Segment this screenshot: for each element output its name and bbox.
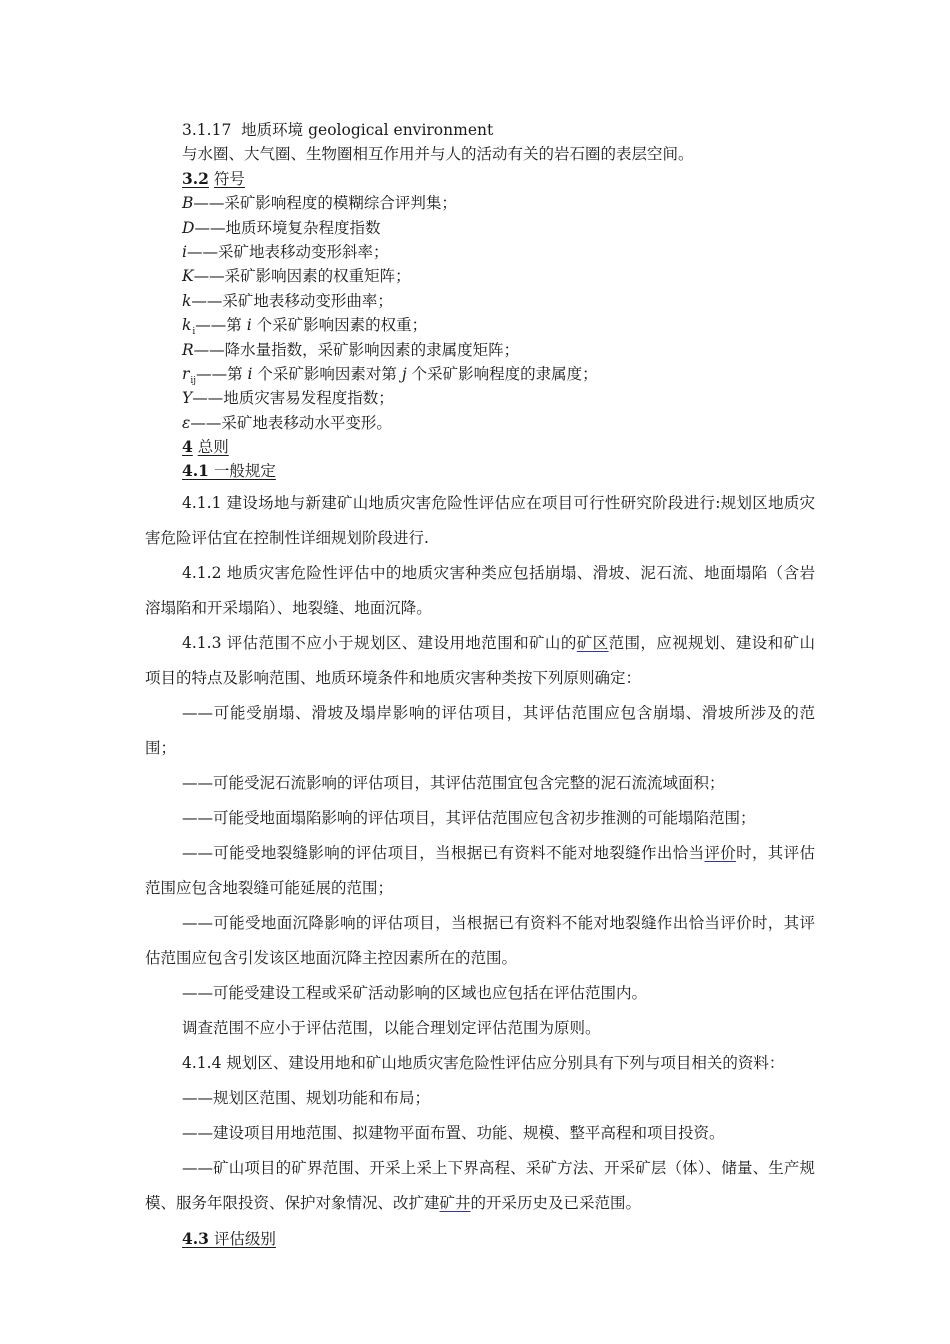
list-item: ——可能受泥石流影响的评估项目，其评估范围宜包含完整的泥石流流域面积；	[182, 773, 725, 792]
list-item-text: ——可能受地裂缝影响的评估项目，当根据已有资料不能对地裂缝作出恰当	[182, 843, 705, 862]
symbol-entry	[145, 191, 815, 215]
clause-text: 4.1.3 评估范围不应小于规划区、建设用地范围和矿山的	[182, 633, 577, 652]
symbol-dash: ——	[193, 194, 225, 213]
survey-range-paragraph: 调查范围不应小于评估范围，以能合理划定评估范围为原则。	[182, 1018, 601, 1037]
term-link-mine-shaft[interactable]: 矿井	[439, 1193, 471, 1212]
symbol: i	[182, 242, 187, 261]
list-item	[145, 836, 815, 906]
symbol-dash: ——	[193, 267, 225, 286]
symbol-entry	[145, 338, 815, 362]
symbol-description: 降水量指数，采矿影响因素的隶属度矩阵；	[224, 340, 520, 359]
clause-number: 3.1.17	[182, 121, 232, 139]
symbol-dash: ——	[196, 364, 228, 383]
symbol: D	[182, 218, 195, 237]
clause-text: 范围，应视规划、建设和矿山项目的特点及影响范围、地质环境条件和地质灾害种类按下列原则确定：	[145, 633, 815, 687]
symbol-description-pre: 第	[226, 316, 247, 335]
symbol-dash: ——	[190, 413, 222, 432]
symbol-variable: j	[401, 364, 407, 383]
section-4-3-heading	[145, 1221, 815, 1257]
list-item-text: 时，其评估范围应包含地裂缝可能延展的范围；	[145, 843, 815, 897]
section-4-1-heading	[145, 459, 815, 483]
list-item	[145, 1151, 815, 1221]
term-chinese: 地质环境	[241, 121, 304, 139]
symbol: k	[182, 316, 192, 335]
symbol-description: 地质环境复杂程度指数	[225, 218, 381, 237]
symbol-description: 采矿地表移动水平变形。	[221, 413, 392, 432]
symbol-description: 采矿地表移动变形曲率；	[222, 291, 393, 310]
section-title: 一般规定	[208, 462, 276, 481]
clause-3-1-17-heading	[145, 118, 815, 142]
clause-4-1-1: 4.1.1 建设场地与新建矿山地质灾害危险性评估应在项目可行性研究阶段进行:规划区地质灾害危险评估宜在控制性详细规划阶段进行.	[145, 493, 815, 547]
symbol-description: 采矿地表移动变形斜率；	[217, 242, 389, 261]
document-body	[145, 118, 815, 1257]
symbol: ε	[182, 413, 191, 432]
symbol-dash: ——	[192, 389, 224, 408]
symbol-entry	[145, 240, 815, 264]
symbol-dash: ——	[193, 340, 225, 359]
symbol-entry	[145, 362, 815, 386]
section-title: 符号	[213, 169, 245, 188]
symbol-description-mid: 个采矿影响因素对第	[252, 364, 402, 383]
symbol-subscript: ij	[190, 375, 197, 386]
term-link-evaluation[interactable]: 评价	[704, 843, 737, 862]
symbol-entry	[145, 411, 815, 435]
symbol-variable: i	[246, 316, 252, 335]
symbol-dash: ——	[186, 242, 218, 261]
section-number: 4.3	[182, 1228, 209, 1248]
section-4-heading	[145, 435, 815, 459]
symbol-entry	[145, 264, 815, 288]
symbol-description: 地质灾害易发程度指数；	[223, 389, 394, 408]
list-item: ——规划区范围、规划功能和布局；	[182, 1088, 431, 1107]
list-item-text: ——矿山项目的矿界范围、开采上采上下界高程、采矿方法、开采矿层（体）、储量、生产规模、服务年限投资、保护对象情况、改扩建	[145, 1158, 815, 1212]
symbol-description: 采矿影响因素的权重矩阵；	[224, 267, 411, 286]
list-item: ——可能受地面塌陷影响的评估项目，其评估范围应包含初步推测的可能塌陷范围；	[182, 808, 756, 827]
clause-4-1-2: 4.1.2 地质灾害危险性评估中的地质灾害种类应包括崩塌、滑坡、泥石流、地面塌陷（含岩溶塌陷和开采塌陷）、地裂缝、地面沉降。	[145, 563, 815, 617]
list-item: ——可能受崩塌、滑坡及塌岸影响的评估项目，其评估范围应包含崩塌、滑坡所涉及的范围；	[145, 703, 815, 757]
symbol-subscript: i	[192, 327, 196, 338]
list-item-text: 的开采历史及已采范围。	[470, 1193, 642, 1212]
section-number: 4	[182, 437, 193, 457]
list-item: ——建设项目用地范围、拟建物平面布置、功能、规模、整平高程和项目投资。	[182, 1123, 725, 1142]
symbol: K	[182, 267, 194, 286]
symbol-description-post: 个采矿影响因素的权重；	[251, 316, 428, 335]
section-title: 总则	[197, 438, 229, 457]
section-title: 评估级别	[213, 1229, 276, 1248]
term-link-mining-area[interactable]: 矿区	[576, 633, 609, 652]
symbol: R	[182, 340, 194, 359]
symbol-dash: ——	[191, 291, 223, 310]
section-number: 3.2	[182, 168, 209, 188]
symbol-variable: i	[247, 364, 253, 383]
symbol-description: 采矿影响程度的模糊综合评判集；	[224, 194, 457, 213]
symbol-description-post: 个采矿影响程度的隶属度；	[406, 364, 598, 383]
symbol-dash: ——	[195, 316, 227, 335]
clause-4-1-3	[145, 626, 815, 696]
symbol: k	[182, 291, 192, 310]
clause-3-1-17-definition: 与水圈、大气圈、生物圈相互作用并与人的活动有关的岩石圈的表层空间。	[182, 145, 694, 164]
symbol-entry	[145, 216, 815, 240]
symbol-dash: ——	[194, 218, 226, 237]
symbol-entry	[145, 386, 815, 410]
term-english: geological environment	[308, 121, 494, 139]
symbol: Y	[182, 389, 193, 408]
section-number: 4.1	[182, 461, 209, 481]
symbol-entry	[145, 313, 815, 337]
section-3-2-heading	[145, 167, 815, 191]
list-item: ——可能受建设工程或采矿活动影响的区域也应包括在评估范围内。	[182, 983, 648, 1002]
list-item: ——可能受地面沉降影响的评估项目，当根据已有资料不能对地裂缝作出恰当评价时，其评估范围应包含引发该区地面沉降主控因素所在的范围。	[145, 913, 815, 967]
symbol: r	[182, 364, 190, 383]
symbol-entry	[145, 289, 815, 313]
symbol: B	[182, 194, 194, 213]
clause-4-1-4: 4.1.4 规划区、建设用地和矿山地质灾害危险性评估应分别具有下列与项目相关的资料：	[182, 1053, 785, 1072]
symbol-description-pre: 第	[227, 364, 248, 383]
